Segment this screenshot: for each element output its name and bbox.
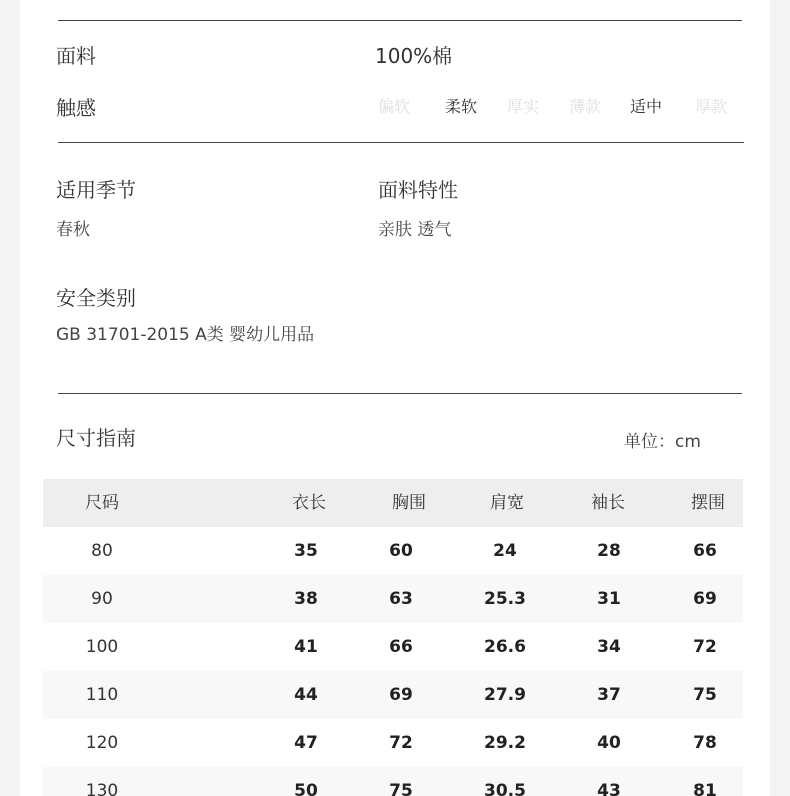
data-cell: 29.2 [484, 733, 526, 753]
data-cell: 38 [294, 589, 318, 609]
data-cell: 25.3 [484, 589, 526, 609]
data-cell: 75 [693, 685, 717, 705]
size-cell: 80 [91, 541, 113, 561]
safety-value: GB 31701-2015 A类 婴幼儿用品 [56, 325, 315, 345]
data-cell: 81 [693, 781, 717, 796]
data-cell: 69 [693, 589, 717, 609]
header-cell: 肩宽 [490, 493, 524, 513]
table-row [43, 719, 743, 767]
header-cell: 袖长 [591, 493, 625, 513]
season-label: 适用季节 [56, 178, 136, 202]
table-row [43, 527, 743, 575]
data-cell: 37 [597, 685, 621, 705]
data-cell: 66 [693, 541, 717, 561]
section-divider [58, 142, 744, 143]
data-cell: 50 [294, 781, 318, 796]
touch-option: 偏软 [378, 97, 411, 116]
season-value: 春秋 [56, 220, 90, 240]
data-cell: 31 [597, 589, 621, 609]
table-row [43, 767, 743, 796]
size-cell: 110 [85, 685, 119, 705]
fabric-feature-label: 面料特性 [378, 178, 458, 202]
size-cell: 120 [85, 733, 119, 753]
size-table-header [43, 479, 743, 527]
size-guide-unit: 单位：cm [624, 432, 701, 452]
data-cell: 44 [294, 685, 318, 705]
data-cell: 47 [294, 733, 318, 753]
size-cell: 100 [85, 637, 119, 657]
touch-option: 厚款 [695, 97, 728, 116]
top-divider [58, 20, 742, 21]
data-cell: 28 [597, 541, 621, 561]
touch-label: 触感 [56, 96, 96, 120]
touch-option: 厚实 [507, 97, 540, 116]
data-cell: 40 [597, 733, 621, 753]
header-cell: 摆围 [691, 493, 725, 513]
table-row [43, 575, 743, 623]
size-cell: 90 [91, 589, 113, 609]
data-cell: 30.5 [484, 781, 526, 796]
data-cell: 24 [493, 541, 517, 561]
touch-option-selected: 适中 [630, 97, 663, 116]
header-cell: 衣长 [292, 493, 326, 513]
data-cell: 43 [597, 781, 621, 796]
fabric-label: 面料 [56, 44, 96, 68]
table-row [43, 671, 743, 719]
data-cell: 34 [597, 637, 621, 657]
data-cell: 72 [693, 637, 717, 657]
fabric-feature-value: 亲肤 透气 [378, 220, 452, 240]
data-cell: 66 [389, 637, 413, 657]
data-cell: 60 [389, 541, 413, 561]
table-row [43, 623, 743, 671]
data-cell: 69 [389, 685, 413, 705]
data-cell: 41 [294, 637, 318, 657]
section-divider [58, 393, 742, 394]
product-detail-page [20, 0, 770, 796]
touch-option-selected: 柔软 [445, 97, 478, 116]
header-cell: 尺码 [85, 493, 119, 513]
fabric-value: 100%棉 [375, 44, 453, 68]
size-cell: 130 [85, 781, 119, 796]
data-cell: 26.6 [484, 637, 526, 657]
data-cell: 78 [693, 733, 717, 753]
data-cell: 72 [389, 733, 413, 753]
touch-option: 薄款 [569, 97, 602, 116]
data-cell: 63 [389, 589, 413, 609]
data-cell: 35 [294, 541, 318, 561]
safety-label: 安全类别 [56, 286, 136, 310]
header-cell: 胸围 [392, 493, 426, 513]
data-cell: 27.9 [484, 685, 526, 705]
size-guide-title: 尺寸指南 [56, 426, 136, 450]
data-cell: 75 [389, 781, 413, 796]
